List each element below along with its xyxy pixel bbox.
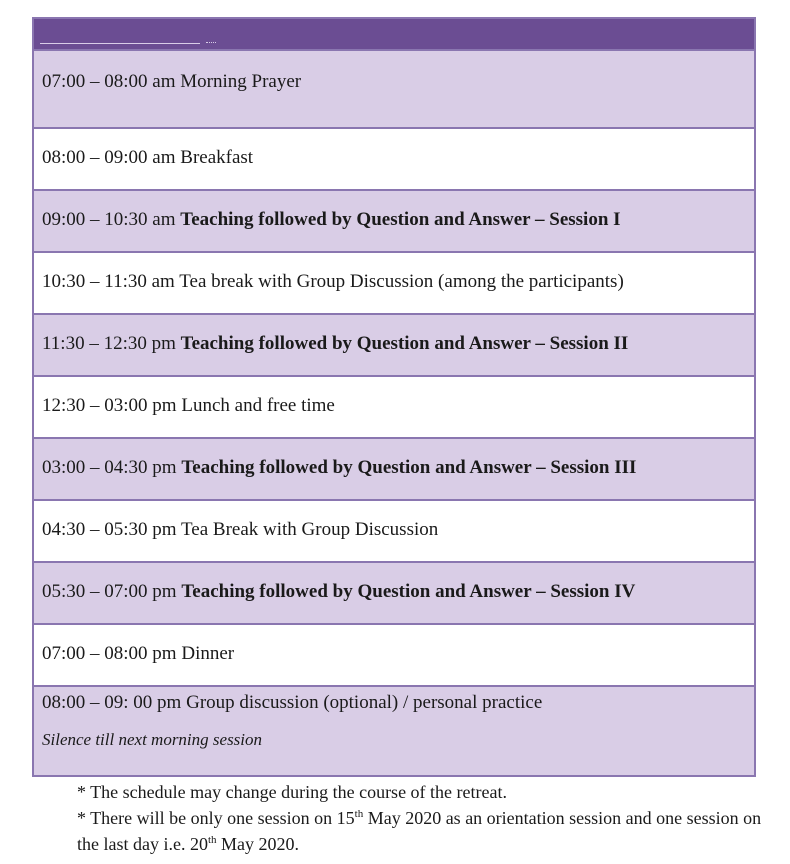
row-time: 03:00 – 04:30 pm	[42, 457, 177, 478]
row-time: 07:00 – 08:00 am	[42, 71, 176, 92]
table-row	[34, 49, 754, 127]
row-activity: Morning Prayer	[180, 71, 302, 92]
row-time: 08:00 – 09:00 am	[42, 147, 176, 168]
footnote-text: May 2020 as an orientation session and one session on the last day i.e. 20	[77, 808, 762, 854]
table-row	[34, 499, 754, 561]
row-activity: Tea Break with Group Discussion	[181, 519, 439, 540]
row-activity: Teaching followed by Question and Answer – Session IV	[181, 581, 636, 602]
row-time: 05:30 – 07:00 pm	[42, 581, 177, 602]
ordinal-suffix: th	[354, 808, 364, 820]
row-activity: Lunch and free time	[181, 395, 335, 416]
row-time: 07:00 – 08:00 pm	[42, 643, 177, 664]
row-time: 09:00 – 10:30 am	[42, 209, 176, 230]
table-row	[34, 437, 754, 499]
table-row	[34, 251, 754, 313]
footnote-schedule-change: * The schedule may change during the course of the retreat.	[77, 782, 507, 802]
row-note: Silence till next morning session	[42, 730, 263, 749]
row-time: 10:30 – 11:30 am	[42, 271, 175, 292]
row-activity: Teaching followed by Question and Answer – Session II	[180, 333, 629, 354]
table-header-bar	[34, 17, 754, 49]
row-activity: Teaching followed by Question and Answer – Session III	[181, 457, 637, 478]
row-activity: Dinner	[181, 643, 235, 664]
schedule-table	[32, 17, 756, 777]
table-row	[34, 623, 754, 685]
footnote-text: * There will be only one session on 15	[77, 808, 355, 828]
header-underline	[40, 43, 200, 44]
row-time: 04:30 – 05:30 pm	[42, 519, 177, 540]
table-row	[34, 189, 754, 251]
row-time: 12:30 – 03:00 pm	[42, 395, 177, 416]
row-time: 11:30 – 12:30 pm	[42, 333, 176, 354]
table-row	[34, 127, 754, 189]
table-row	[34, 313, 754, 375]
row-activity: Teaching followed by Question and Answer – Session I	[180, 209, 621, 230]
row-time: 08:00 – 09: 00 pm	[42, 692, 182, 713]
table-row	[34, 685, 754, 775]
footnote-text: May 2020.	[216, 834, 300, 854]
header-dots	[206, 42, 216, 45]
row-activity: Group discussion (optional) / personal practice	[186, 692, 543, 713]
row-activity: Tea break with Group Discussion (among the participants)	[179, 271, 624, 292]
table-row	[34, 375, 754, 437]
table-row	[34, 561, 754, 623]
footnote-sessions	[77, 805, 777, 857]
footnotes	[77, 779, 777, 857]
row-activity: Breakfast	[180, 147, 254, 168]
ordinal-suffix: th	[207, 834, 217, 846]
